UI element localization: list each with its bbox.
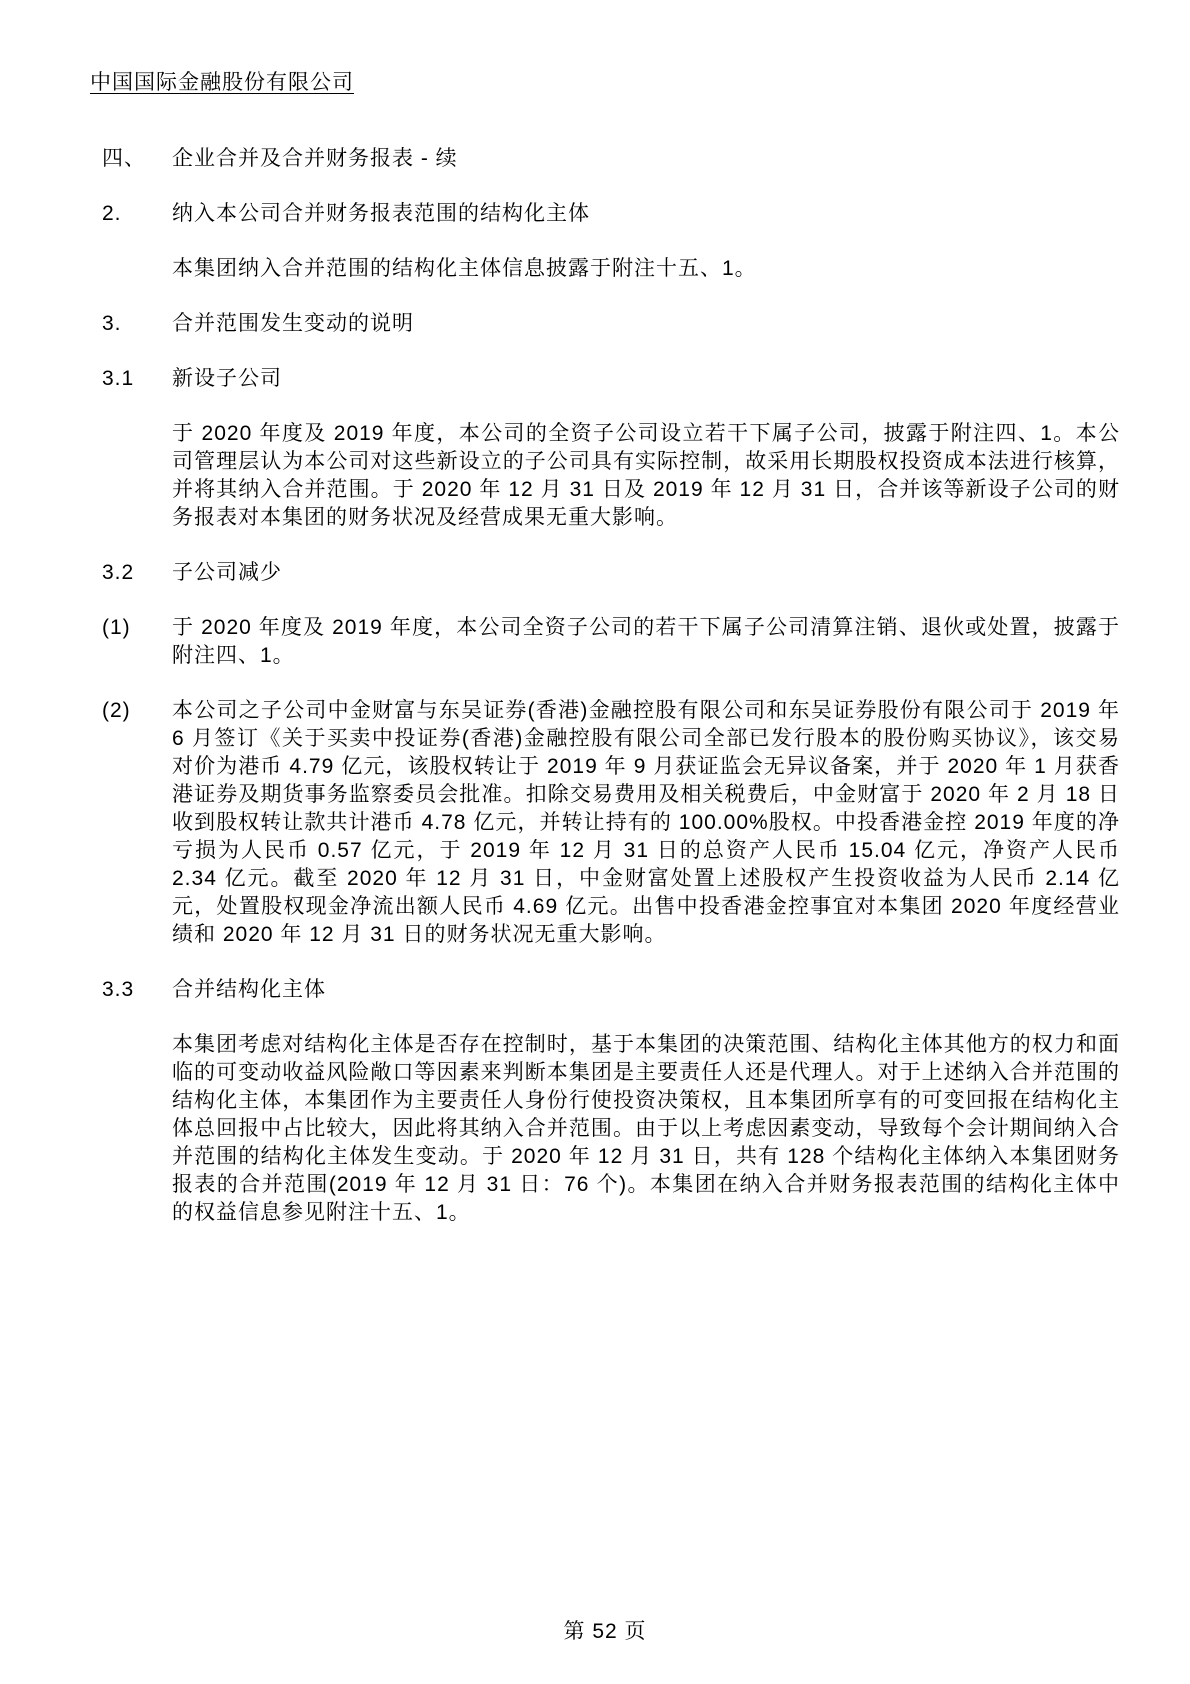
paragraph-row-item-2: [102, 697, 1190, 949]
paragraph-row: [102, 255, 1190, 283]
section-heading: 企业合并及合并财务报表 - 续: [172, 147, 458, 170]
section-heading: 合并结构化主体: [172, 978, 326, 1001]
section-label: 3.1: [102, 367, 135, 390]
section-heading: 子公司减少: [172, 561, 282, 584]
section-heading: 新设子公司: [172, 367, 282, 390]
section-label: (2): [102, 699, 131, 722]
section-heading: 合并范围发生变动的说明: [172, 312, 414, 335]
section-label: 3.3: [102, 978, 135, 1001]
paragraph-text: 本公司之子公司中金财富与东吴证券(香港)金融控股有限公司和东吴证券股份有限公司于 2019 年 6 月签订《关于买卖中投证券(香港)金融控股有限公司全部已发行股本的股份购买协议》，该交易对价为港币 4.79 亿元，该股权转让于 2019 年 9 月获证监会无异议备案，并于 2020 年 1 月获香港证券及期货事务监察委员会批准。扣除交易费用及相关税费后，中金财富于 2020 年 2 月 18 日收到股权转让款共计港币 4.78 亿元，并转让持有的 100.00%股权。中投香港金控 2019 年度的净亏损为人民币 0.57 亿元，于 2019 年 12 月 31 日的总资产人民币 15.04 亿元，净资产人民币 2.34 亿元。截至 2020 年 12 月 31 日，中金财富处置上述股权产生投资收益为人民币 2.14 亿元，处置股权现金净流出额人民币 4.69 亿元。出售中投香港金控事宜对本集团 2020 年度经营业绩和 2020 年 12 月 31 日的财务状况无重大影响。: [172, 699, 1120, 946]
page-footer: [90, 1618, 1120, 1646]
paragraph-row-item-1: [102, 614, 1190, 670]
paragraph-text: 本集团纳入合并范围的结构化主体信息披露于附注十五、1。: [172, 257, 757, 280]
section-row-2: [102, 200, 1190, 228]
section-row-3-2: [102, 559, 1190, 587]
paragraph-text: 于 2020 年度及 2019 年度，本公司全资子公司的若干下属子公司清算注销、退伙或处置，披露于附注四、1。: [172, 616, 1120, 667]
section-row-chapter: [102, 145, 1190, 173]
section-row-3: [102, 310, 1190, 338]
paragraph-row: [102, 420, 1190, 532]
section-label: 2.: [102, 202, 122, 225]
section-heading: 纳入本公司合并财务报表范围的结构化主体: [172, 202, 590, 225]
page-number: 第 52 页: [563, 1620, 647, 1643]
paragraph-text: 本集团考虑对结构化主体是否存在控制时，基于本集团的决策范围、结构化主体其他方的权力和面临的可变动收益风险敞口等因素来判断本集团是主要责任人还是代理人。对于上述纳入合并范围的结构化主体，本集团作为主要责任人身份行使投资决策权，且本集团所享有的可变回报在结构化主体总回报中占比较大，因此将其纳入合并范围。由于以上考虑因素变动，导致每个会计期间纳入合并范围的结构化主体发生变动。于 2020 年 12 月 31 日，共有 128 个结构化主体纳入本集团财务报表的合并范围(2019 年 12 月 31 日：76 个)。本集团在纳入合并财务报表范围的结构化主体中的权益信息参见附注十五、1。: [172, 1033, 1120, 1224]
company-name-header: 中国国际金融股份有限公司: [90, 71, 354, 94]
paragraph-row: [102, 1031, 1190, 1227]
section-label: (1): [102, 616, 131, 639]
paragraph-text: 于 2020 年度及 2019 年度，本公司的全资子公司设立若干下属子公司，披露于附注四、1。本公司管理层认为本公司对这些新设立的子公司具有实际控制，故采用长期股权投资成本法进行核算，并将其纳入合并范围。于 2020 年 12 月 31 日及 2019 年 12 月 31 日，合并该等新设子公司的财务报表对本集团的财务状况及经营成果无重大影响。: [172, 422, 1120, 529]
section-label: 3.2: [102, 561, 135, 584]
section-label: 四、: [102, 147, 146, 170]
section-row-3-1: [102, 365, 1190, 393]
section-row-3-3: [102, 976, 1190, 1004]
section-label: 3.: [102, 312, 122, 335]
